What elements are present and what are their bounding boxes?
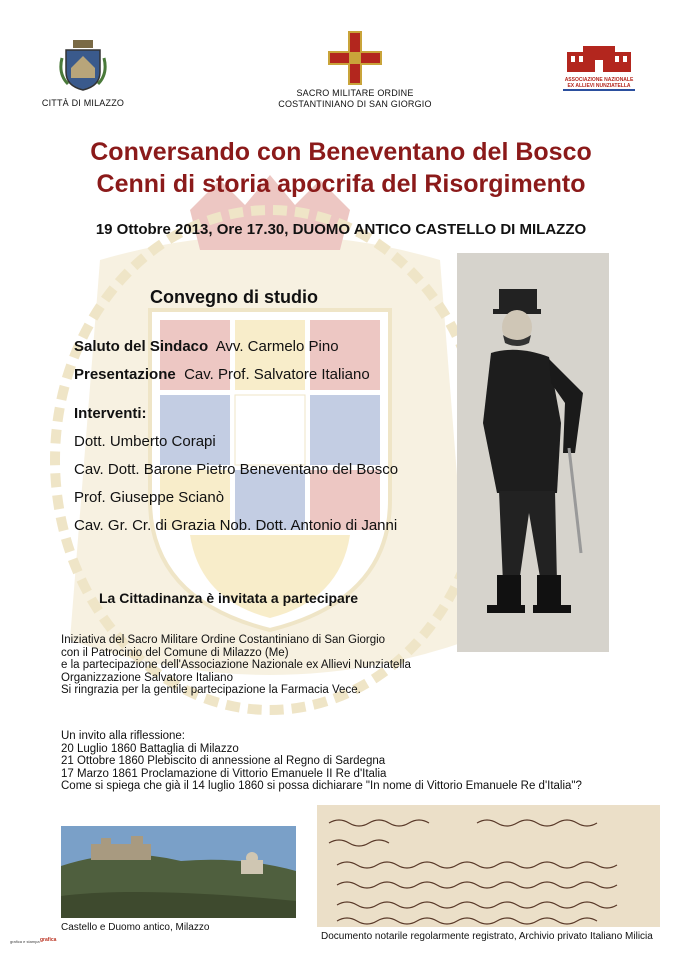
constantinian-order-cross-icon xyxy=(327,30,383,86)
program-heading: Convegno di studio xyxy=(150,287,318,307)
speaker-item: Dott. Umberto Corapi xyxy=(74,433,216,450)
reflection-line: Come si spiega che già il 14 luglio 1860 si possa dichiarare "In nome di Vittorio Emanuele Re d'Italia"? xyxy=(61,780,582,792)
nunziatella-building-icon xyxy=(563,44,635,72)
reflection-line: Un invito alla riflessione: xyxy=(61,730,186,742)
order-caption xyxy=(250,88,460,110)
nunziatella-association-logo xyxy=(563,44,635,88)
speaker-item: Cav. Dott. Barone Pietro Beneventano del Bosco xyxy=(74,461,399,478)
interventi-heading: Interventi: xyxy=(74,405,147,422)
reflection-block xyxy=(61,730,582,793)
saluto-line xyxy=(74,338,339,355)
event-date-venue: 19 Ottobre 2013, Ore 17.30, DUOMO ANTICO CASTELLO DI MILAZZO xyxy=(95,221,587,238)
initiative-line: e la partecipazione dell'Associazione Nazionale ex Allievi Nunziatella xyxy=(61,659,411,671)
nunziatella-logo-line1: ASSOCIAZIONE NAZIONALE xyxy=(564,77,634,83)
castle-landscape-icon xyxy=(61,826,296,918)
initiative-line: Si ringrazia per la gentile partecipazione la Farmacia Vece. xyxy=(61,684,361,696)
reflection-line: 17 Marzo 1861 Proclamazione di Vittorio Emanuele II Re d'Italia xyxy=(61,767,387,780)
public-invitation: La Cittadinanza è invitata a partecipare xyxy=(99,590,359,606)
document-caption: Documento notarile regolarmente registrato, Archivio privato Italiano Milicia xyxy=(321,931,653,942)
print-credit: grafica e stampa xyxy=(10,939,40,944)
castle-caption: Castello e Duomo antico, Milazzo xyxy=(61,922,210,933)
initiative-line: Iniziativa del Sacro Militare Ordine Costantiniano di San Giorgio xyxy=(61,634,386,646)
order-caption-line1: SACRO MILITARE ORDINE xyxy=(296,88,414,98)
event-title-line2: Cenni di storia apocrifa del Risorgimento xyxy=(96,170,586,198)
reflection-line: 20 Luglio 1860 Battaglia di Milazzo xyxy=(61,742,239,755)
saluto-label: Saluto del Sindaco xyxy=(74,338,209,355)
saluto-name: Avv. Carmelo Pino xyxy=(215,338,339,355)
reflection-line: 21 Ottobre 1860 Plebiscito di annessione al Regno di Sardegna xyxy=(61,755,386,767)
presentazione-line xyxy=(74,366,370,383)
milazzo-city-crest-icon xyxy=(58,38,108,92)
initiative-line: Organizzazione Salvatore Italiano xyxy=(61,671,233,684)
speaker-item: Prof. Giuseppe Scianò xyxy=(74,489,225,506)
event-title-line1: Conversando con Beneventano del Bosco xyxy=(90,138,592,166)
soldier-figure-icon xyxy=(457,253,609,652)
city-caption: CITTÀ DI MILAZZO xyxy=(41,98,125,108)
handwriting-icon xyxy=(317,805,660,927)
presentazione-name: Cav. Prof. Salvatore Italiano xyxy=(184,366,370,383)
presentazione-label: Presentazione xyxy=(74,366,176,383)
initiative-line: con il Patrocinio del Comune di Milazzo (Me) xyxy=(61,646,289,659)
notarial-document-photo xyxy=(317,805,660,927)
nunziatella-logo-line2: EX ALLIEVI NUNZIATELLA xyxy=(563,83,635,91)
initiative-block xyxy=(61,634,411,697)
order-caption-line2: COSTANTINIANO DI SAN GIORGIO xyxy=(278,99,432,109)
speaker-item: Cav. Gr. Cr. di Grazia Nob. Dott. Antonio di Janni xyxy=(74,517,398,534)
castle-photo xyxy=(61,826,296,918)
beneventano-portrait-photo xyxy=(457,253,609,652)
printer-logo: grafica xyxy=(40,937,57,943)
